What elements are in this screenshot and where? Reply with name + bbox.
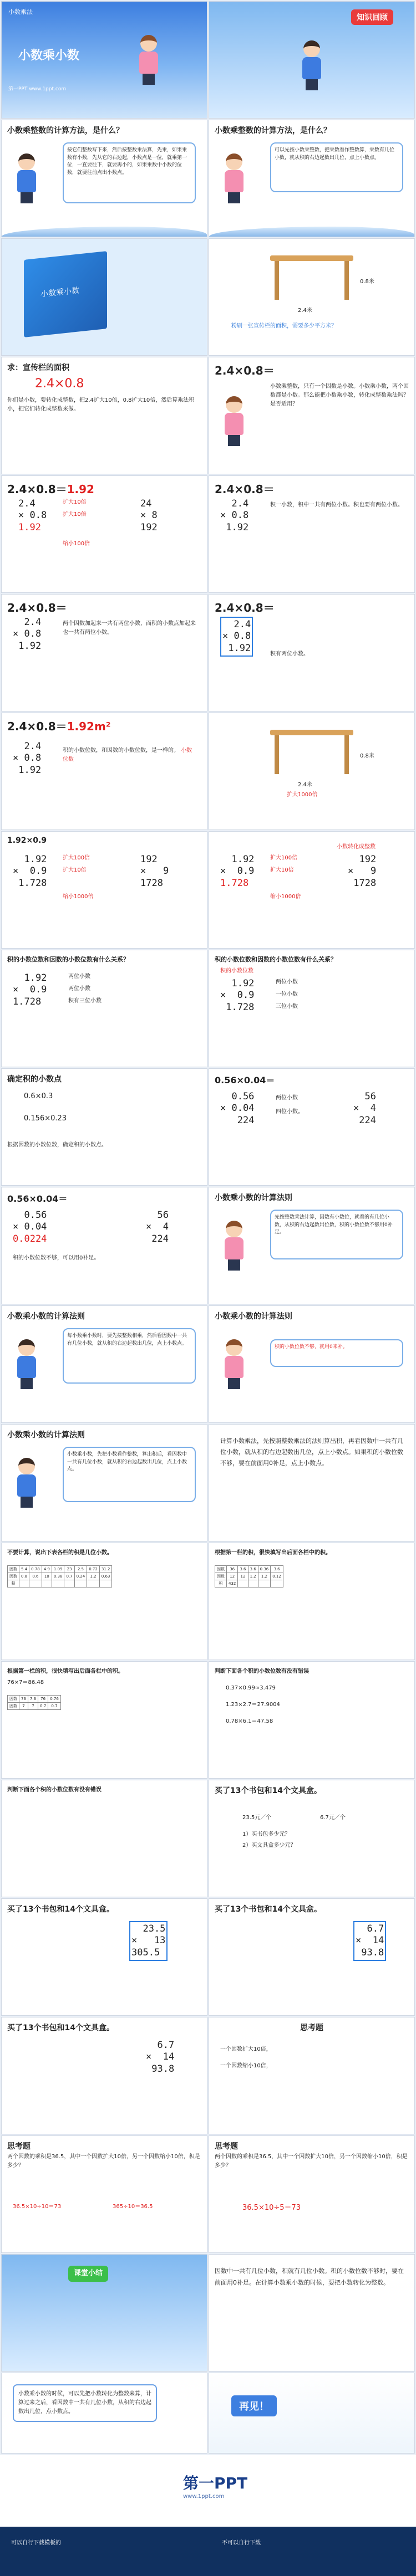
rule-bubble: 先按整数乘法计算，因数有小数位，就看的有几位小数，从积的右边起数出位数，积的小数位数不够用0补足。: [270, 1210, 403, 1259]
think-text: 两个因数的乘积是36.5，其中一个因数扩大10倍，另一个因数缩小10倍，积是多少？: [215, 2154, 408, 2169]
summary-text: 因数中一共有几位小数，积就有几位小数。积的小数位数不够时，要在前面用0补足。在计算小数乘小数的时候，要把小数转化为整数。: [215, 2267, 404, 2286]
slide-goodbye[interactable]: [209, 2373, 415, 2454]
compare-text: 小数乘整数，只有一个因数是小数。小数乘小数，两个因数都是小数。那么能把小数乘小数，转化成整数乘法吗？是否适用？: [270, 383, 409, 407]
question-title: 积的小数位数和因数的小数位数有什么关系？: [7, 956, 129, 963]
explain-text: 积有两位小数。: [270, 651, 309, 657]
equation: 76×7＝86.48: [7, 1679, 44, 1686]
slide-relation-b[interactable]: [209, 950, 415, 1067]
problem-title: 买了13个书包和14个文具盒。: [7, 2024, 114, 2032]
think-title: 思考题: [300, 2024, 323, 2032]
slide-decimal-point[interactable]: [1, 1068, 207, 1186]
board-illustration: [270, 250, 353, 305]
slide-think[interactable]: [209, 2017, 415, 2134]
lesson-title: 小数乘小数: [18, 49, 80, 63]
footer-left-text: 可以自行下载模板的: [11, 2540, 61, 2546]
vertical-left: 2.4 × 0.8 1.92: [18, 498, 47, 533]
width-label: 2.4米: [298, 308, 312, 314]
problem-title: 买了13个书包和14个文具盒。: [7, 1905, 114, 1914]
price-box: 6.7元／个: [320, 1815, 346, 1821]
slide-rule-3[interactable]: [209, 1305, 415, 1423]
girl-illustration: [220, 153, 248, 203]
slide-summary[interactable]: [209, 2254, 415, 2372]
expr-title: 0.56×0.04＝: [215, 1075, 275, 1085]
places-label: 积有三位小数: [68, 998, 102, 1004]
judge-2: 1.23×2.7＝27.9004: [226, 1702, 280, 1708]
vertical: 2.4 × 0.8 1.92: [13, 741, 42, 776]
explain-text: 积一小数，积中一共有两位小数。积也要有两位小数。: [270, 502, 403, 508]
think-title: 思考题: [215, 2142, 238, 2151]
slide-think-c[interactable]: [209, 2135, 415, 2253]
book-title: 小数乘小数: [40, 286, 79, 299]
subject-label: 小数乘法: [8, 8, 33, 16]
times10-label: 扩大10倍: [63, 499, 87, 505]
board-note: 粉刷一张宣传栏的面积，需要多少平方米？: [231, 323, 337, 329]
slide-rule-summary[interactable]: [209, 1424, 415, 1541]
explain-text: 积的小数位数不够，可以用0补足。: [13, 1255, 100, 1261]
slide-think-b[interactable]: [1, 2135, 207, 2253]
price-bag: 23.5元／个: [242, 1815, 272, 1821]
places-label: 两位小数: [68, 986, 90, 992]
goodbye-text: 再见！: [231, 2395, 277, 2416]
area-formula: 2.4×0.8: [35, 377, 84, 391]
slide-summary-2[interactable]: [1, 2373, 207, 2454]
area-text: 你们是小数，要转化成整数，把2.4扩大10倍，0.8扩大10倍，然后算乘法积小，把它们转化成整数来做。: [7, 397, 195, 412]
goodbye-background: [209, 2373, 415, 2454]
vertical: 1.92 × 0.9 1.728: [13, 972, 47, 1007]
vertical-left: 1.92 × 0.9 1.728: [220, 854, 255, 889]
summary-badge: 课堂小结: [68, 2266, 108, 2282]
slide-title[interactable]: [1, 1, 207, 119]
slide-fill-table-b[interactable]: [1, 1661, 207, 1779]
slide-judge-b[interactable]: [1, 1780, 207, 1897]
slide-judge[interactable]: [209, 1661, 415, 1779]
slide-sum-places[interactable]: [1, 594, 207, 711]
girl-illustration: [220, 396, 248, 446]
places-label: 三位小数: [276, 1003, 298, 1010]
explain-text: 积的小数位数，和因数的小数位数，是一样的。 小数位数: [63, 747, 192, 762]
question-title: 小数乘整数的计算方法，是什么？: [7, 126, 124, 135]
times10-label: 扩大10倍: [63, 867, 87, 873]
question-2: 2）买文具盒多少元？: [242, 1842, 296, 1848]
places-label: 两位小数: [68, 974, 90, 980]
wave-decoration: [2, 227, 207, 237]
fill-table: 因数 36 3.6 3.6 0.36 3.6 因数 12 12 1.2 1.2 0.12 积 432: [215, 1565, 283, 1587]
vertical: 6.7 × 14 93.8: [146, 2040, 175, 2075]
slide-rule-1[interactable]: [209, 1187, 415, 1304]
site-label: 第一PPT www.1ppt.com: [8, 86, 67, 92]
fill-table: 因数 76 7.6 76 0.76 因数 7 7 0.7 0.7: [7, 1695, 61, 1710]
rule-text: 计算小数乘法，先按照整数乘法的法则算出积，再看因数中一共有几位小数，就从积的右边起数出几位，点上小数点。如果积的小数位数不够，要在前面用0补足，点上小数点。: [220, 1437, 403, 1467]
places-label: 一位小数: [276, 991, 298, 997]
slide-review[interactable]: [209, 1, 415, 119]
explain-text: 两个因数加起来一共有两位小数，而积的小数点加起来也一共有两位小数。: [63, 621, 196, 636]
expr-title: 0.56×0.04＝: [7, 1194, 68, 1204]
answer-bubble: 可以先按小数乘整数，把乘数看作整数算，乘数有几位小数，就从积的右边起数出几位，点上小数点。: [270, 142, 403, 192]
rule-bubble: 小数乘小数，先把小数看作整数，算出积后，看因数中一共有几位小数，就从积的右边起数出几位，点上小数点。: [63, 1447, 196, 1502]
think-text: 两个因数的乘积是36.5，其中一个因数扩大10倍，另一个因数缩小10倍，积是多少？: [7, 2154, 200, 2169]
slide-question-boy[interactable]: [1, 120, 207, 237]
think-line-2: 一个因数缩小10倍，: [220, 2063, 272, 2069]
slide-exercise-table[interactable]: [1, 1543, 207, 1660]
vertical-boxed: 6.7 × 14 93.8: [353, 1921, 386, 1961]
book-illustration: [24, 251, 107, 337]
expr-title: 2.4×0.8＝: [215, 601, 275, 614]
slide-shopping[interactable]: [209, 1780, 415, 1897]
think-title: 思考题: [7, 2142, 31, 2151]
expr-title: 1.92×0.9: [7, 836, 47, 845]
girl-illustration: [220, 1221, 248, 1271]
exercise-title: 根据第一栏的积，很快填写出后面各栏中的积。: [215, 1550, 331, 1556]
slide-rule-4[interactable]: [1, 1424, 207, 1541]
highlight-label: 积的小数位数: [220, 968, 253, 974]
judge-title: 判断下面各个积的小数位数有没有错误: [215, 1668, 309, 1674]
slide-boxed[interactable]: [209, 594, 415, 711]
rule-title: 小数乘小数的计算法则: [7, 1431, 85, 1440]
slide-board[interactable]: [209, 238, 415, 356]
area-title: 求：宣传栏的面积: [7, 363, 69, 372]
expr-title: 2.4×0.8＝1.92m²: [7, 720, 111, 733]
slide-vertical[interactable]: [1, 475, 207, 593]
summary-box: 小数乘小数的时候，可以先把小数转化为整数来算，计算过来之后，看因数中一共有几位小数，从积的右边起数出几位，点小数点。: [13, 2384, 157, 2422]
footer-url[interactable]: www.1ppt.com: [183, 2493, 225, 2500]
problem-title: 买了13个书包和14个文具盒。: [215, 1905, 322, 1914]
expr-title: 2.4×0.8＝: [215, 483, 275, 496]
times100-label: 扩大100倍: [63, 855, 90, 861]
height-label: 0.8米: [360, 279, 374, 285]
rule-title: 小数乘小数的计算法则: [215, 1312, 292, 1321]
times100-label: 扩大100倍: [270, 855, 298, 861]
question-title: 小数乘整数的计算方法，是什么？: [215, 126, 331, 135]
think-answer-2: 365÷10＝36.5: [113, 2204, 153, 2210]
places-label: 两位小数: [276, 1095, 298, 1101]
slide-192x09-b[interactable]: [209, 831, 415, 949]
vertical: 1.92 × 0.9 1.728: [220, 978, 255, 1013]
vertical-left: 0.56 × 0.04 224: [220, 1091, 255, 1126]
slide-056x004[interactable]: [209, 1068, 415, 1186]
judge-1: 0.37×0.99≈3.479: [226, 1685, 276, 1691]
width-label: 2.4米: [298, 782, 312, 788]
exercise-title: 不要计算，说出下表各栏的积是几位小数。: [7, 1550, 113, 1556]
places-label: 四位小数。: [276, 1109, 303, 1115]
judge-3: 0.78×6.1＝47.58: [226, 1718, 273, 1724]
boy-illustration: [13, 1458, 40, 1508]
convert-note: 小数转化成整数: [337, 844, 376, 850]
slide-shopping-d[interactable]: [1, 2017, 207, 2134]
slide-compare[interactable]: [209, 357, 415, 474]
vertical: 2.4 × 0.8 1.92: [13, 617, 42, 652]
vertical-boxed: 2.4 × 0.8 1.92: [220, 617, 253, 657]
slide-fill-table[interactable]: [209, 1543, 415, 1660]
slide-summary-badge[interactable]: [1, 2254, 207, 2372]
boy-illustration: [298, 40, 326, 90]
slide-result[interactable]: [1, 713, 207, 830]
slide-shopping-c[interactable]: [209, 1898, 415, 2016]
rule-bubble: 每小数乘小数时，要先按整数相乘，然后看因数中一共有几位小数，就从积的右边起数出几位，点上小数点。: [63, 1328, 196, 1384]
explain-text: 根据因数的小数位数，确定积的小数点。: [7, 1142, 107, 1148]
slide-192x09[interactable]: [1, 831, 207, 949]
title-background: [2, 2, 207, 119]
review-badge: 知识回顾: [351, 9, 393, 25]
boy-illustration: [13, 153, 40, 203]
wave-decoration: [209, 227, 414, 237]
height-label: 0.8米: [360, 753, 374, 759]
slide-question-girl[interactable]: [209, 120, 415, 237]
think-answer: 36.5×10÷5＝73: [242, 2204, 301, 2212]
places-label: 两位小数: [276, 979, 298, 985]
slide-shopping-b[interactable]: [1, 1898, 207, 2016]
vertical-right: 192 × 9 1728: [140, 854, 169, 889]
think-answer-1: 36.5×10÷10＝73: [13, 2204, 62, 2210]
question-1: 1）买书包多少元？: [242, 1831, 291, 1837]
divide1000-label: 缩小1000倍: [63, 894, 94, 900]
judge-title: 判断下面各个积的小数位数有没有错误: [7, 1787, 102, 1793]
vertical-left: 1.92 × 0.9 1.728: [13, 854, 47, 889]
exercise-1: 0.6×0.3: [24, 1092, 53, 1100]
vertical-right: 56 × 4 224: [353, 1091, 376, 1126]
times10-label: 扩大10倍: [63, 511, 87, 518]
vertical-boxed: 23.5 × 13 305.5: [129, 1921, 168, 1961]
footer-right-text: 不可以自行下载: [222, 2540, 261, 2546]
exercise-table: 因数 5.4 0.78 4.9 1.09 23 2.5 0.72 31.2 因数 0.8 0.6 10 0.38 0.7 0.24 1.2 0.63 积: [7, 1565, 112, 1587]
rule-title: 小数乘小数的计算法则: [215, 1194, 292, 1202]
divide100-label: 缩小100倍: [63, 541, 90, 547]
slide-book[interactable]: [1, 238, 207, 356]
girl-illustration: [135, 35, 163, 85]
times10-label: 扩大10倍: [270, 867, 294, 873]
answer-bubble: 按它们整数写下来，然后按整数乘法算，先乘，如果乘数有小数，先从它的右边起，小数点是一位，就乘第一位，一直要往下，就要再小的，如果乘数中小数的位数，就要往前点出小数点。: [63, 142, 196, 203]
slide-board-2[interactable]: [209, 713, 415, 830]
slide-rule-2[interactable]: [1, 1305, 207, 1423]
exercise-2: 0.156×0.23: [24, 1114, 67, 1123]
rule-bubble: 积的小数位数不够，就用0来补。: [270, 1339, 403, 1367]
vertical-right: 192 × 9 1728: [348, 854, 377, 889]
question-title: 积的小数位数和因数的小数位数有什么关系？: [215, 956, 337, 963]
slide-relation[interactable]: [1, 950, 207, 1067]
board-illustration: [270, 724, 353, 780]
slide-area[interactable]: [1, 357, 207, 474]
rule-title: 小数乘小数的计算法则: [7, 1312, 85, 1321]
slide-decimal-places[interactable]: [209, 475, 415, 593]
vertical-right: 56 × 4 224: [146, 1210, 169, 1245]
vertical-right: 24 × 8 192: [140, 498, 158, 533]
expr-title: 2.4×0.8＝: [7, 601, 67, 614]
expr-result: 1.92: [67, 483, 94, 496]
slide-056x004-b[interactable]: [1, 1187, 207, 1304]
footer: [0, 2455, 416, 2576]
footer-bar: [0, 2527, 416, 2576]
exercise-title: 根据第一栏的积，很快填写出后面各栏中的积。: [7, 1668, 124, 1674]
expr-title: 2.4×0.8＝1.92: [7, 483, 94, 496]
divide1000-label: 缩小1000倍: [270, 894, 301, 900]
section-title: 确定积的小数点: [7, 1075, 62, 1084]
times1000-label: 扩大1000倍: [287, 792, 318, 798]
boy-illustration: [13, 1339, 40, 1389]
problem-title: 买了13个书包和14个文具盒。: [215, 1786, 322, 1795]
expr-title: 2.4×0.8＝: [215, 364, 275, 377]
vertical: 2.4 × 0.8 1.92: [220, 498, 249, 533]
expr-result: 1.92m²: [67, 720, 111, 733]
vertical-left: 0.56 × 0.04 0.0224: [13, 1210, 47, 1245]
think-line-1: 一个因数扩大10倍，: [220, 2046, 272, 2052]
girl-illustration: [220, 1339, 248, 1389]
review-background: [209, 2, 415, 119]
footer-logo: 第一PPT: [183, 2474, 248, 2492]
